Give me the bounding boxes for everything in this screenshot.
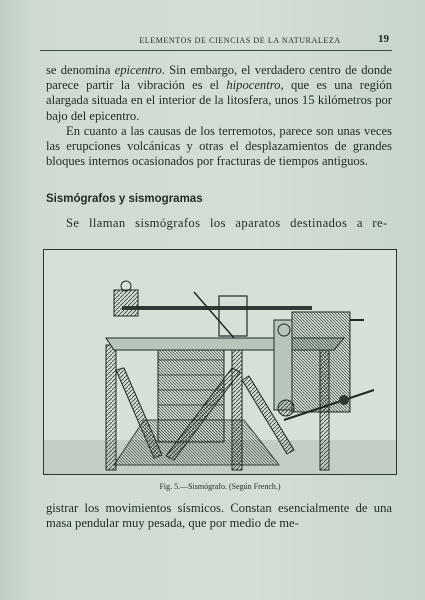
paragraph-sismografos-continued — [46, 501, 392, 531]
term-epicentro: epicentro — [114, 63, 162, 77]
figure-caption: Fig. 5.—Sismógrafo. (Según French.) — [159, 482, 281, 491]
text-run: se denomina — [46, 63, 115, 77]
recorder-head — [114, 290, 138, 316]
text-run: . Sin embargo, el verdadero centro de donde parece partir la vibración es el — [46, 63, 392, 93]
page-number: 19 — [378, 33, 389, 45]
counter-weight — [339, 395, 349, 405]
paragraph-epicentro — [46, 63, 392, 124]
paragraph-sismografos-start — [46, 216, 392, 231]
term-hipocentro: hipocentro — [226, 78, 281, 93]
text-run: , que es una región alargada situada en el interior de la litosfera, unos 15 kilómetros por bajo del epicentro. — [46, 78, 392, 123]
paragraph-text: gistrar los movimientos sísmicos. Constan esencialmente de una masa pendular muy pesada, que por medio de me- — [46, 501, 392, 531]
mass-base — [114, 420, 279, 465]
paragraph-text: Se llaman sismógrafos los aparatos destinados a re- — [66, 216, 388, 230]
lever — [194, 292, 234, 338]
paragraph-causes: En cuanto a las causas de los terremotos, parece son unas veces las erupciones volcánicas y otras el desplazamientos de grandes bloques internos ocasionados por fracturas de tiempos antiguos. — [46, 123, 392, 169]
intro-paragraphs — [46, 63, 392, 169]
section-title: Sismógrafos y sismogramas — [46, 193, 203, 205]
drum-gear — [278, 400, 294, 416]
seismograph-figure — [43, 249, 397, 475]
central-mechanism — [219, 296, 247, 336]
frame-leg-left — [106, 345, 116, 470]
seismograph-illustration — [44, 250, 396, 474]
pendulum-arm — [122, 306, 312, 310]
header-rule — [40, 50, 392, 51]
running-head: ELEMENTOS DE CIENCIAS DE LA NATURALEZA — [139, 36, 341, 45]
